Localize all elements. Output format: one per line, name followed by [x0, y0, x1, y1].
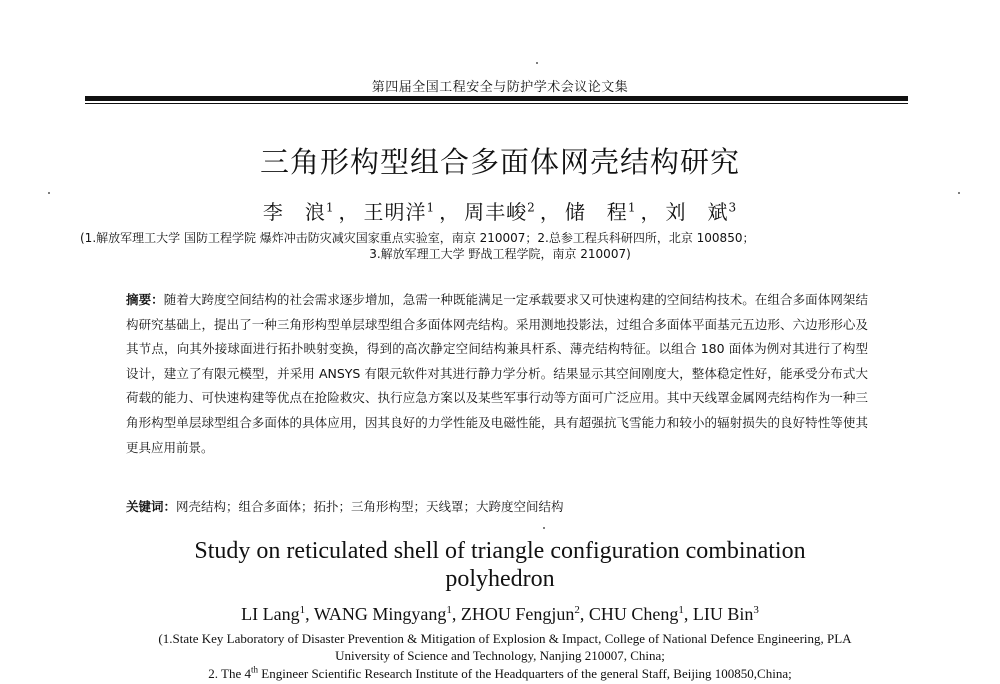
abstract-text: 随着大跨度空间结构的社会需求逐步增加，急需一种既能满足一定承载要求又可快速构建的空间结构技术。在组合多面体网架结构研究基础上，提出了一种三角形构型单层球型组合多面体网壳结构。采用测地投影法，过组合多面体平面基元五边形、六边形形心及其节点，向其外接球面进行拓扑映射变换，得到的高次静定空间结构兼具杆系、薄壳结构特征。以组合 180 面体为例对其进行了构型设计，建立了有限元模型，并采用 ANSYS 有限元软件对其进行静力学分析。结果显示其空间刚度大，整体稳定性好，能承受分布式大荷载的能力、可快速构建等优点在抢险救灾、执行应急方案以及某些军事行动等方面可广泛应用。其中天线罩金属网壳结构作为一种三角形构型单层球型组合多面体的具体应用，因其良好的力学性能及电磁性能，具有超强抗飞雪能力和较小的辐射损失的良好特性等使其更具应用前景。 [126, 292, 868, 455]
header-rule-thin [85, 103, 908, 104]
author-separator: , [451, 604, 461, 624]
author-list-cn [0, 196, 1000, 225]
author-en: WANG Mingyang$^1$ [313, 604, 452, 624]
author-separator: , [683, 604, 693, 624]
abstract-label: 摘要： [126, 292, 164, 307]
affiliation-en-line2: University of Science and Technology, Nanjing 210007, China; [335, 648, 665, 663]
keywords-cn [126, 497, 564, 515]
author-en: LI Lang$^1$ [241, 604, 306, 624]
author-en: ZHOU Fengjun$^2$ [460, 604, 580, 624]
keywords-text: 网壳结构；组合多面体；拓扑；三角形构型；天线罩；大跨度空间结构 [176, 499, 564, 514]
author-list-en [0, 604, 1000, 625]
header-rule-thick [85, 96, 908, 101]
paper-title-cn: 三角形构型组合多面体网壳结构研究 [259, 145, 740, 179]
scan-speck [958, 192, 960, 194]
author-cn: 周丰峻$^2$ [464, 200, 536, 224]
author-separator: ， [338, 200, 360, 224]
scan-speck [48, 192, 50, 194]
running-header: 第四届全国工程安全与防护学术会议论文集 [371, 80, 629, 95]
author-cn: 李 浪$^1$ [262, 200, 335, 224]
paper-title-en-line2: polyhedron [445, 566, 555, 592]
paper-title-en-line1: Study on reticulated shell of triangle configuration combination [194, 538, 806, 564]
author-cn: 王明洋$^1$ [363, 200, 436, 224]
scan-speck [543, 527, 545, 529]
author-separator: ， [539, 200, 561, 224]
author-separator: , [305, 604, 314, 624]
abstract-cn [126, 288, 868, 460]
author-separator: ， [640, 200, 662, 224]
scan-speck [536, 62, 538, 64]
author-separator: ， [439, 200, 461, 224]
keywords-label: 关键词： [126, 499, 177, 514]
author-cn: 刘 斌$^3$ [665, 200, 738, 224]
author-cn: 储 程$^1$ [564, 200, 637, 224]
author-en: CHU Cheng$^1$ [588, 604, 684, 624]
affiliation-en-line3: 2. The 4th Engineer Scientific Research Institute of the Headquarters of the general Staff, Beijing 100850,China; [208, 664, 792, 681]
author-en: LIU Bin$^3$ [692, 604, 759, 624]
affiliation-cn-line1: (1.解放军理工大学 国防工程学院 爆炸冲击防灾减灾国家重点实验室，南京 210007；2.总参工程兵科研四所，北京 100850； [80, 231, 755, 245]
affiliation-en-line1: (1.State Key Laboratory of Disaster Prevention & Mitigation of Explosion & Impact, College of National Defence Engineering, PLA [158, 631, 852, 646]
author-separator: , [579, 604, 589, 624]
affiliation-cn-line2: 3.解放军理工大学 野战工程学院，南京 210007) [369, 247, 631, 261]
